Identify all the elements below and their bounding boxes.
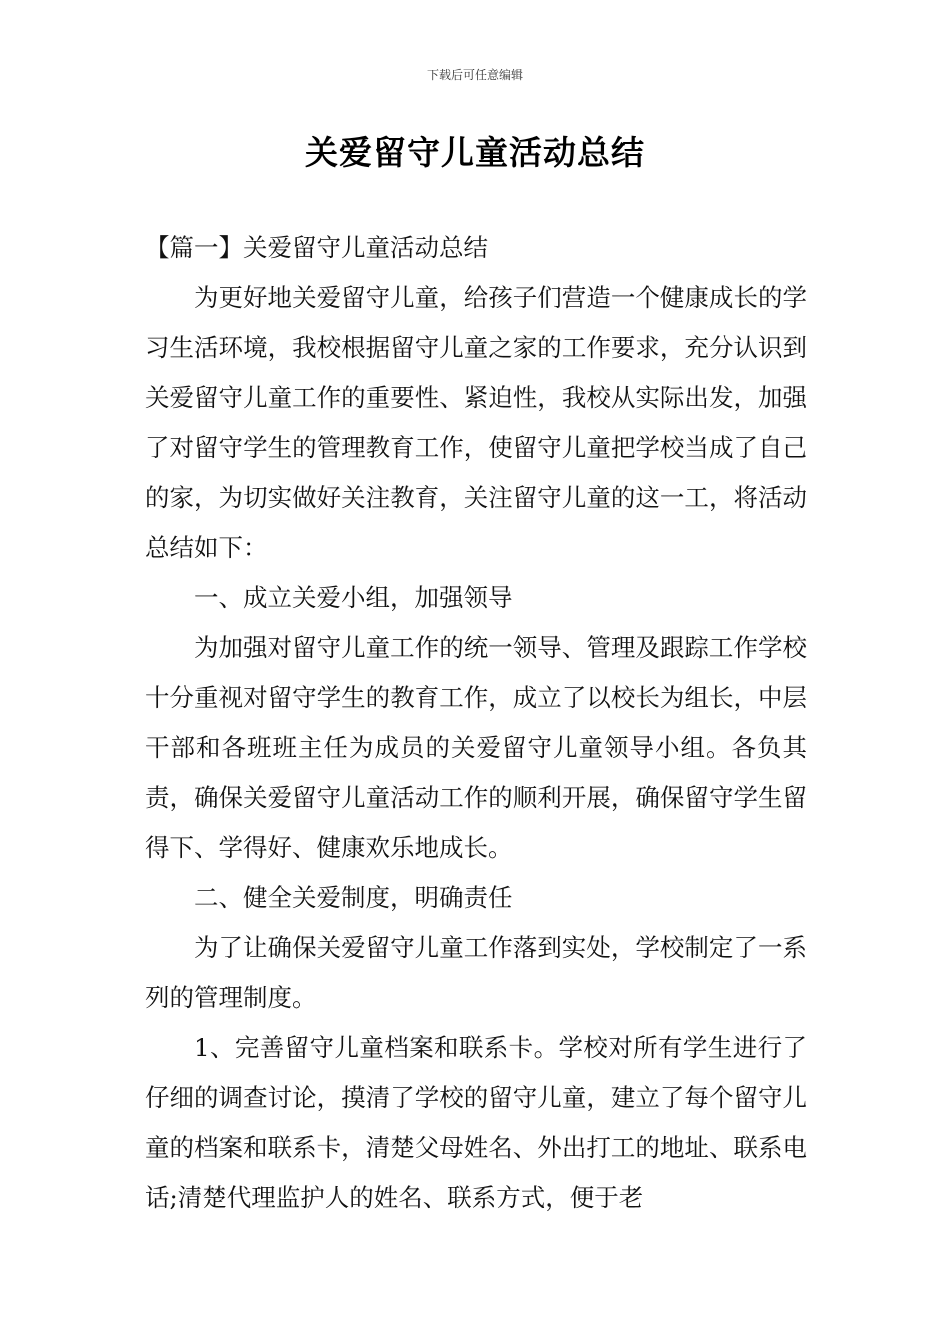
paragraph: 为了让确保关爱留守儿童工作落到实处，学校制定了一系列的管理制度。 <box>145 933 807 1012</box>
paragraph: 1、完善留守儿童档案和联系卡。学校对所有学生进行了仔细的调查讨论，摸清了学校的留守儿童，建立了每个留守儿童的档案和联系卡，清楚父母姓名、外出打工的地址、联系电话;清楚代理监护人的姓名、联系方式，便于老 <box>145 1033 807 1212</box>
paragraph: 为更好地关爱留守儿童，给孩子们营造一个健康成长的学习生活环境，我校根据留守儿童之家的工作要求，充分认识到关爱留守儿童工作的重要性、紧迫性，我校从实际出发，加强了对留守学生的管理教育工作，使留守儿童把学校当成了自己的家，为切实做好关注教育，关注留守儿童的这一工，将活动总结如下： <box>145 283 807 562</box>
subsection-heading: 二、健全关爱制度，明确责任 <box>194 883 513 912</box>
subsection-heading: 一、成立关爱小组，加强领导 <box>194 583 513 612</box>
document-body <box>145 223 807 1223</box>
document-title: 关爱留守儿童活动总结 <box>305 133 645 172</box>
section-heading: 【篇一】关爱留守儿童活动总结 <box>145 233 488 262</box>
paragraph: 为加强对留守儿童工作的统一领导、管理及跟踪工作学校十分重视对留守学生的教育工作，成立了以校长为组长，中层干部和各班班主任为成员的关爱留守儿童领导小组。各负其责，确保关爱留守儿童活动工作的顺利开展，确保留守学生留得下、学得好、健康欢乐地成长。 <box>145 633 807 862</box>
header-note: 下载后可任意编辑 <box>426 68 523 82</box>
